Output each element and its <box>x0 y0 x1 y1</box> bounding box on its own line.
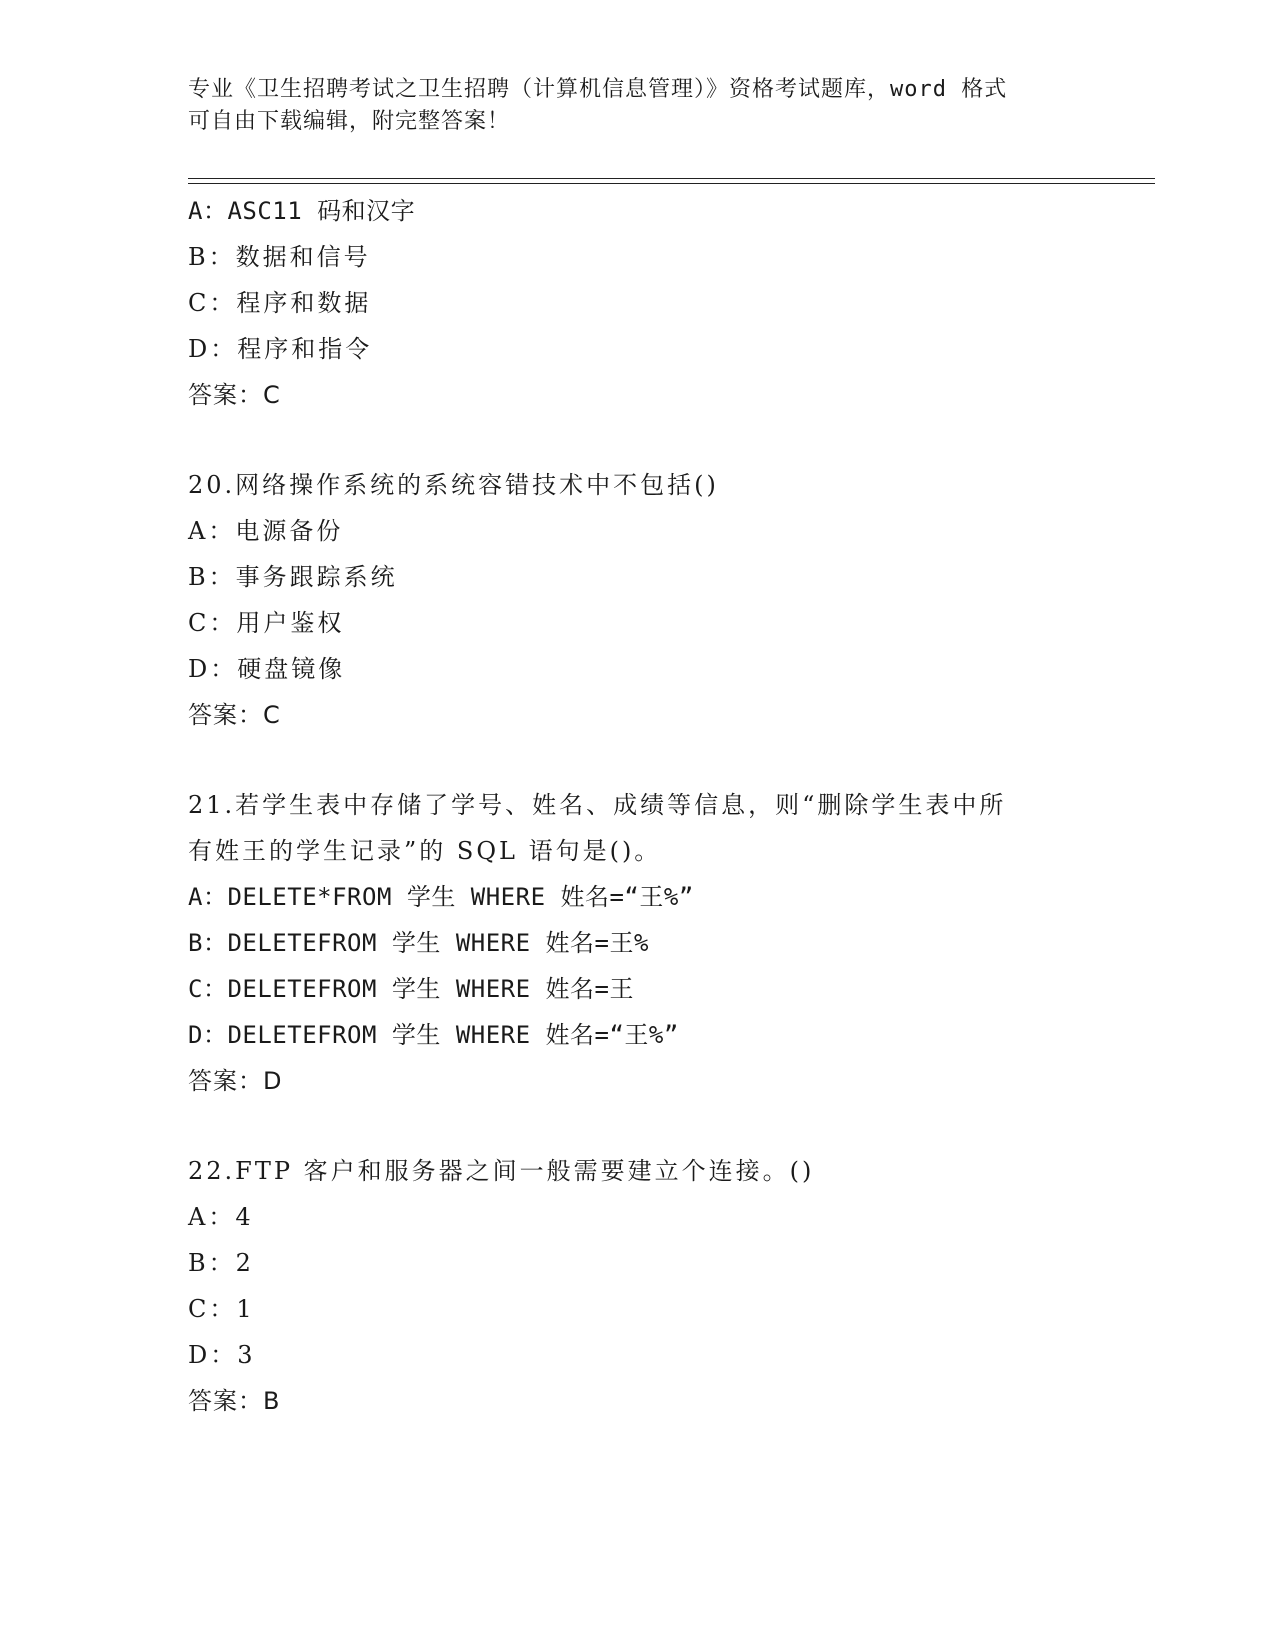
answer-label: 答案：B <box>188 1387 281 1415</box>
spacer <box>188 738 1088 782</box>
question-text-line-2: 有姓王的学生记录”的 SQL 语句是()。 <box>188 837 662 865</box>
document-header <box>188 74 1068 138</box>
option-c: C：DELETEFROM 学生 WHERE 姓名=王 <box>188 975 634 1003</box>
option-a: A：电源备份 <box>188 517 344 545</box>
option-a: A：4 <box>188 1203 254 1231</box>
option-b: B：2 <box>188 1249 254 1277</box>
question-text: 20.网络操作系统的系统容错技术中不包括() <box>188 471 719 499</box>
option-d: D：DELETEFROM 学生 WHERE 姓名=“王%” <box>188 1021 679 1049</box>
question-text: 22.FTP 客户和服务器之间一般需要建立个连接。() <box>188 1157 815 1185</box>
header-divider-bottom <box>188 183 1155 184</box>
header-divider-top <box>188 178 1155 179</box>
option-d: D：3 <box>188 1341 256 1369</box>
question-block-21 <box>188 782 1088 1104</box>
question-text-line-1: 21.若学生表中存储了学号、姓名、成绩等信息，则“删除学生表中所 <box>188 791 1007 819</box>
spacer <box>188 1104 1088 1148</box>
question-block-20 <box>188 462 1088 738</box>
option-c: C：1 <box>188 1295 255 1323</box>
option-b: B：事务跟踪系统 <box>188 563 398 591</box>
answer-label: 答案：C <box>188 701 281 729</box>
answer-label: 答案：C <box>188 381 281 409</box>
option-c: C：程序和数据 <box>188 289 372 317</box>
spacer <box>188 418 1088 462</box>
option-a: A：ASC11 码和汉字 <box>188 197 416 225</box>
question-list <box>188 188 1088 1424</box>
question-block-22 <box>188 1148 1088 1424</box>
answer-label: 答案：D <box>188 1067 283 1095</box>
header-line-1: 专业《卫生招聘考试之卫生招聘（计算机信息管理）》资格考试题库，word 格式 <box>188 77 1008 102</box>
question-block-prev <box>188 188 1088 418</box>
option-a: A：DELETE*FROM 学生 WHERE 姓名=“王%” <box>188 883 694 911</box>
option-c: C：用户鉴权 <box>188 609 345 637</box>
option-d: D：硬盘镜像 <box>188 655 346 683</box>
option-b: B：DELETEFROM 学生 WHERE 姓名=王% <box>188 929 649 957</box>
header-line-2: 可自由下载编辑，附完整答案！ <box>188 109 511 134</box>
option-b: B：数据和信号 <box>188 243 371 271</box>
option-d: D：程序和指令 <box>188 335 373 363</box>
